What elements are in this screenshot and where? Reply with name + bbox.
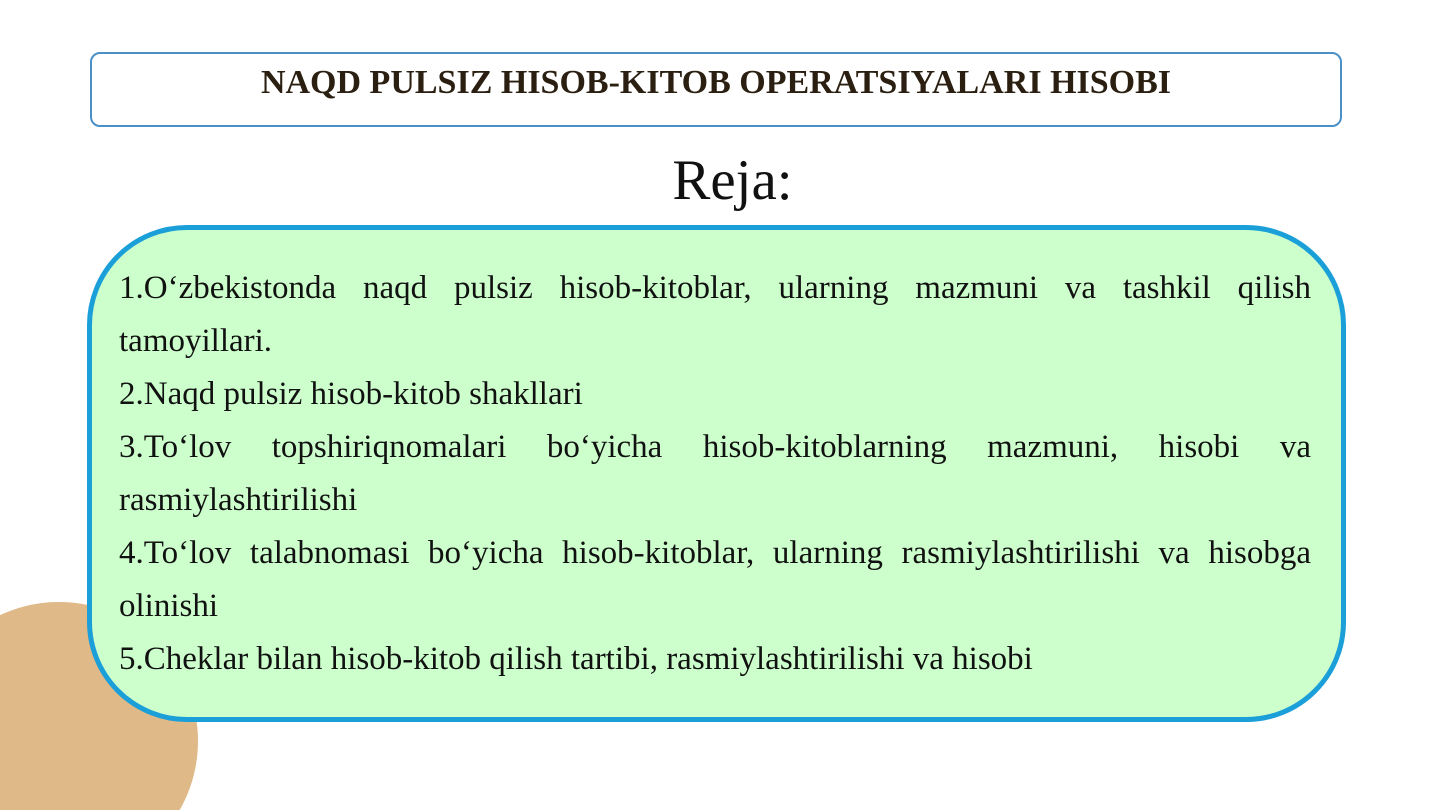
plan-item-2: 2.Naqd pulsiz hisob-kitob shakllari <box>119 376 583 412</box>
plan-heading: Reja: <box>672 149 793 212</box>
plan-item-4: 4.To‘lov talabnomasi bo‘yicha hisob-kitoblar, ularning rasmiylashtirilishi va hisobga olinishi <box>119 535 1311 624</box>
plan-item-3: 3.To‘lov topshiriqnomalari bo‘yicha hisob-kitoblarning mazmuni, hisobi va rasmiylashtirilishi <box>119 429 1311 518</box>
plan-box <box>87 225 1346 722</box>
title-box <box>90 52 1342 127</box>
plan-list <box>119 262 1311 686</box>
slide-title: NAQD PULSIZ HISOB-KITOB OPERATSIYALARI HISOBI <box>260 64 1172 101</box>
plan-item-5: 5.Cheklar bilan hisob-kitob qilish tartibi, rasmiylashtirilishi va hisobi <box>119 641 1033 677</box>
plan-item-1: 1.O‘zbekistonda naqd pulsiz hisob-kitoblar, ularning mazmuni va tashkil qilish tamoyillari. <box>119 270 1311 359</box>
